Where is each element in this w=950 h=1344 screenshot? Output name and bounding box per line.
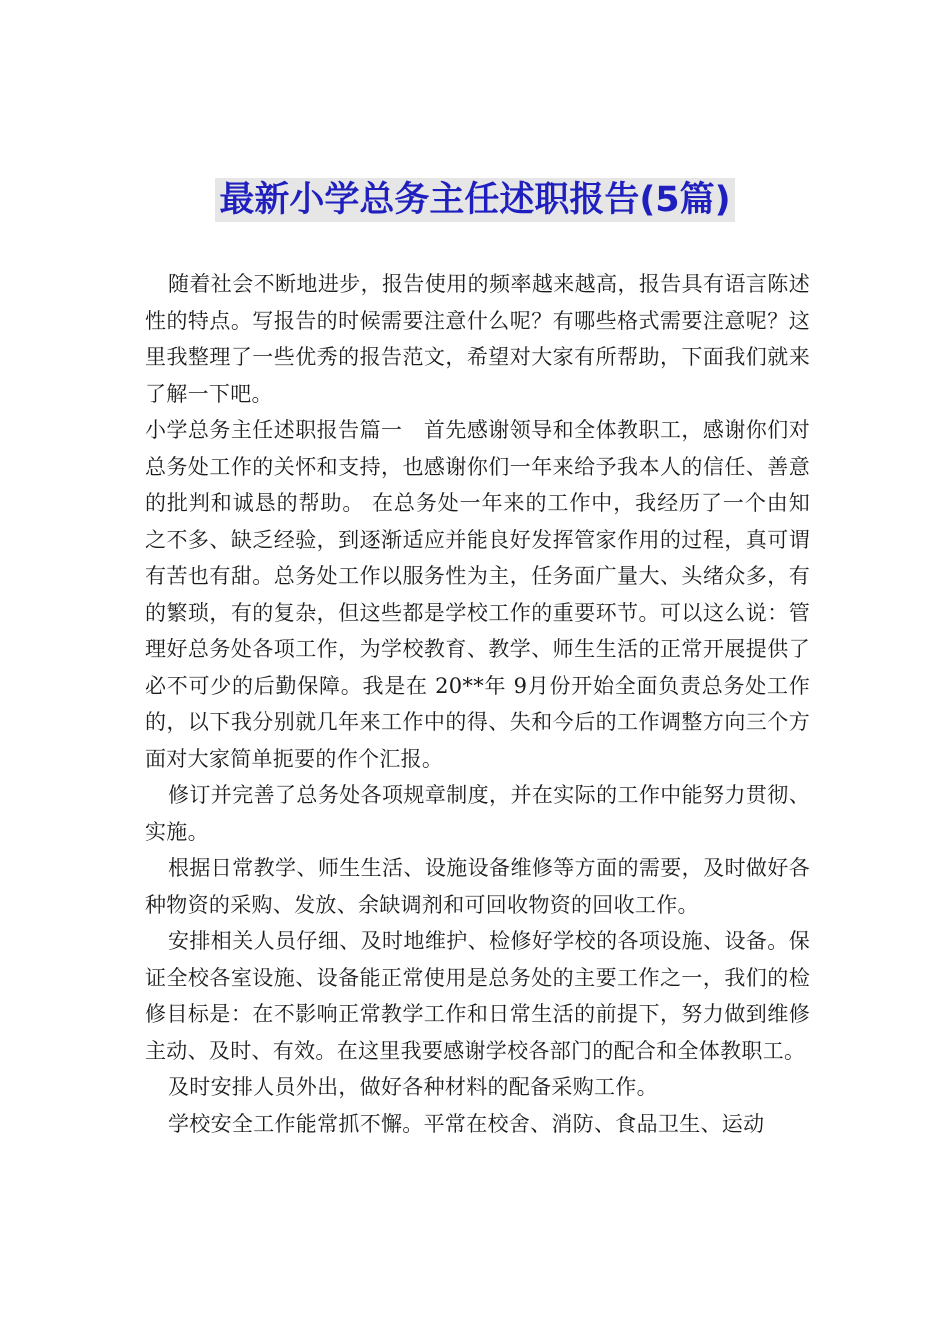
document-body [145,266,810,1142]
paragraph-safety: 学校安全工作能常抓不懈。平常在校舍、消防、食品卫生、运动 [168,1111,765,1136]
paragraph-procurement: 根据日常教学、师生生活、设施设备维修等方面的需要，及时做好各种物资的采购、发放、余缺调剂和可回收物资的回收工作。 [145,856,810,917]
document-title: 最新小学总务主任述职报告(5篇) [215,178,734,222]
paragraph-regulations: 修订并完善了总务处各项规章制度，并在实际的工作中能努力贯彻、实施。 [145,783,810,844]
paragraph-maintenance: 安排相关人员仔细、及时地维护、检修好学校的各项设施、设备。保证全校各室设施、设备能正常使用是总务处的主要工作之一，我们的检修目标是：在不影响正常教学工作和日常生活的前提下，努力做到维修主动、及时、有效。在这里我要感谢学校各部门的配合和全体教职工。 [145,929,810,1063]
title-container [0,178,950,222]
paragraph-report-opening: 小学总务主任述职报告篇一 首先感谢领导和全体教职工，感谢你们对总务处工作的关怀和支持，也感谢你们一年来给予我本人的信任、善意的批判和诚恳的帮助。 在总务处一年来的工作中，我经历了一个由知之不多、缺乏经验，到逐渐适应并能良好发挥管家作用的过程，真可谓有苦也有甜。总务处工作以服务性为主，任务面广量大、头绪众多，有的繁琐，有的复杂，但这些都是学校工作的重要环节。可以这么说：管理好总务处各项工作，为学校教育、教学、师生生活的正常开展提供了必不可少的后勤保障。我是在 20**年 9月份开始全面负责总务处工作的，以下我分别就几年来工作中的得、失和今后的工作调整方向三个方面对大家简单扼要的作个汇报。 [145,418,810,771]
paragraph-materials: 及时安排人员外出，做好各种材料的配备采购工作。 [168,1075,658,1099]
paragraph-intro: 随着社会不断地进步，报告使用的频率越来越高，报告具有语言陈述性的特点。写报告的时候需要注意什么呢？有哪些格式需要注意呢？这里我整理了一些优秀的报告范文，希望对大家有所帮助，下面我们就来了解一下吧。 [145,272,810,406]
